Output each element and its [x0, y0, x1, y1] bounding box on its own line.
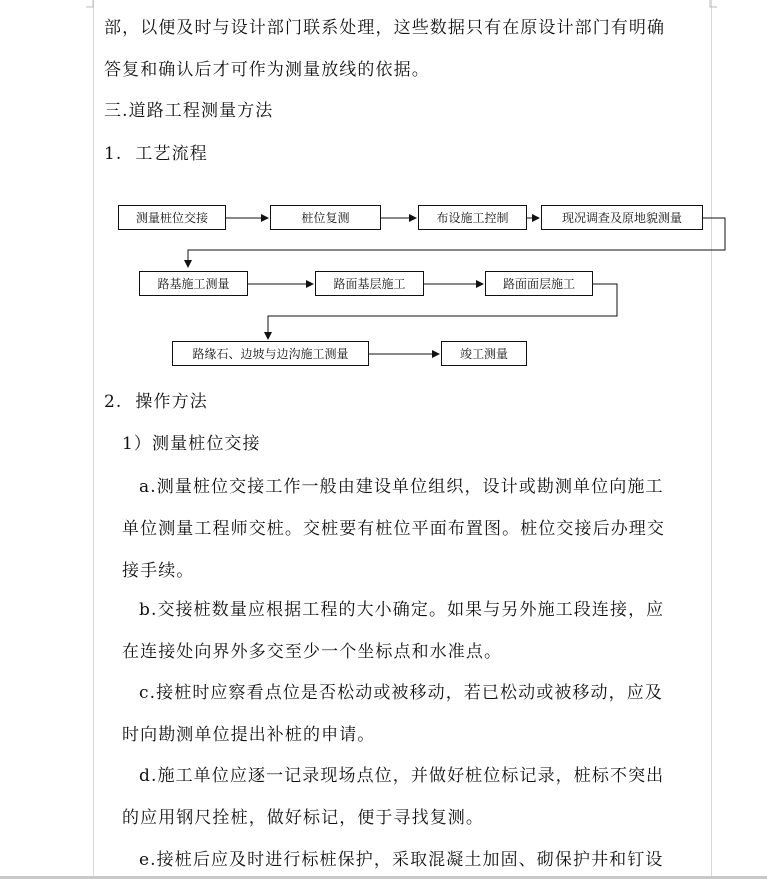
- paragraph-line: 在连接处向界外多交至少一个坐标点和水准点。: [122, 642, 503, 662]
- flow-step: 竣工测量: [441, 341, 527, 366]
- paragraph-line: 单位测量工程师交桩。交桩要有桩位平面布置图。桩位交接后办理交: [122, 519, 665, 539]
- paragraph-line: d.施工单位应逐一记录现场点位，并做好桩位标记录，桩标不突出: [139, 766, 665, 786]
- paragraph-line: e.接桩后应及时进行标桩保护，采取混凝土加固、砌保护井和钉设: [139, 850, 664, 870]
- sub-item-heading: 1）测量桩位交接: [122, 434, 261, 454]
- subsection-heading: 2. 操作方法: [104, 392, 208, 412]
- flow-step: 测量桩位交接: [118, 205, 226, 230]
- flow-step: 路基施工测量: [139, 271, 248, 296]
- paragraph-line: 部，以便及时与设计部门联系处理，这些数据只有在原设计部门有明确: [104, 18, 666, 38]
- flow-step: 路缘石、边坡与边沟施工测量: [172, 341, 369, 366]
- paragraph-line: c.接桩时应察看点位是否松动或被移动，若已松动或被移动，应及: [139, 683, 663, 703]
- paragraph-line: 的应用钢尺拴桩，做好标记，便于寻找复测。: [122, 808, 484, 828]
- paragraph-line: b.交接桩数量应根据工程的大小确定。如果与另外施工段连接，应: [139, 600, 665, 620]
- flow-step: 现况调查及原地貌测量: [541, 205, 703, 230]
- paragraph-line: 答复和确认后才可作为测量放线的依据。: [104, 60, 430, 80]
- paragraph-line: 时向勘测单位提出补桩的申请。: [122, 725, 376, 745]
- paragraph-line: a.测量桩位交接工作一般由建设单位组织，设计或勘测单位向施工: [139, 477, 664, 497]
- flow-step: 路面基层施工: [315, 271, 424, 296]
- section-heading: 三.道路工程测量方法: [104, 101, 274, 121]
- paragraph-line: 接手续。: [122, 561, 195, 581]
- subsection-heading: 1. 工艺流程: [104, 144, 208, 164]
- flow-step: 路面面层施工: [485, 271, 593, 296]
- flow-step: 布设施工控制: [418, 205, 527, 230]
- flow-step: 桩位复测: [270, 205, 381, 230]
